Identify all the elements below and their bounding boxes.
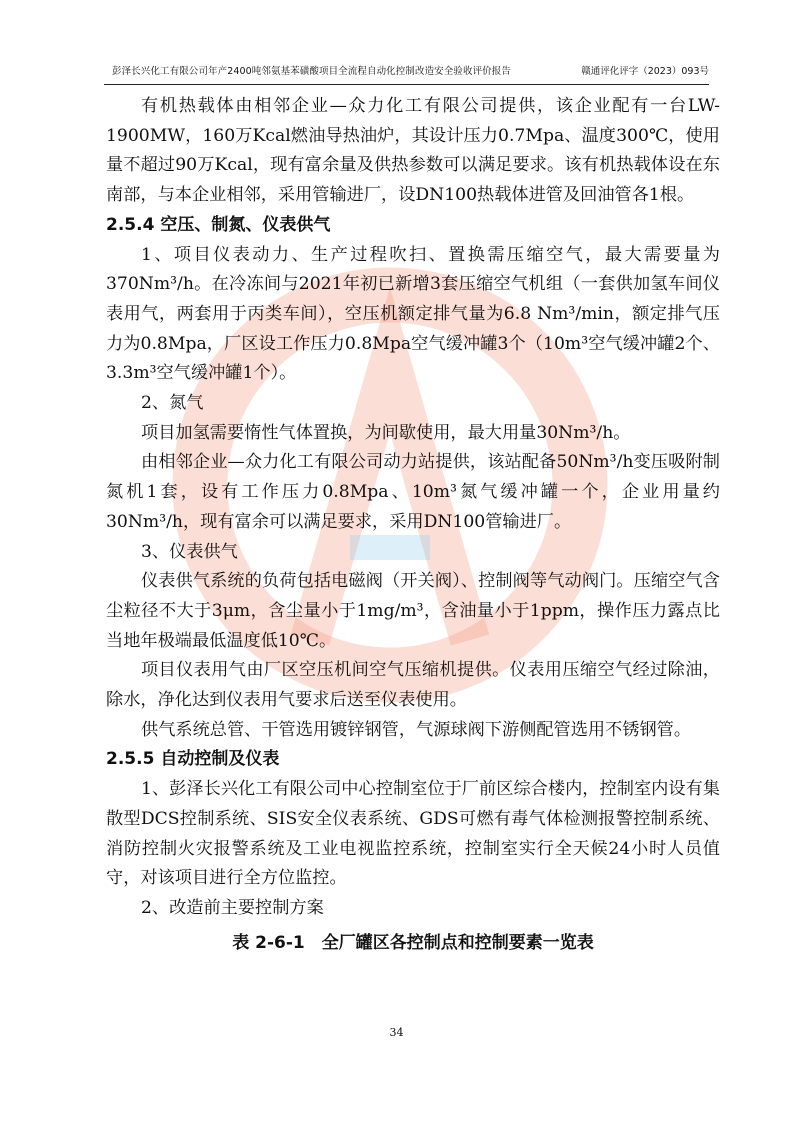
header-report-title: 彭泽长兴化工有限公司年产2400吨邻氨基苯磺酸项目全流程自动化控制改造安全验收评价报告	[112, 66, 511, 77]
section-heading-2-5-4: 2.5.4 空压、制氮、仪表供气	[106, 214, 331, 235]
paragraph-thermal-carrier: 有机热载体由相邻企业—众力化工有限公司提供，该企业配有一台LW-1900MW，160万Kcal燃油导热油炉，其设计压力0.7Mpa、温度300℃，使用量不超过90万Kcal，现有富余量及供热参数可以满足要求。该有机热载体设在东南部，与本企业相邻，采用管输进厂，设DN100热载体进管及回油管各1根。	[106, 96, 720, 206]
paragraph-instrument-air-load: 仪表供气系统的负荷包括电磁阀（开关阀）、控制阀等气动阀门。压缩空气含尘粒径不大于3μm，含尘量小于1mg/m³，含油量小于1ppm，操作压力露点比当地年极端最低温度低10℃。	[106, 571, 720, 651]
paragraph-nitrogen-supply: 由相邻企业—众力化工有限公司动力站提供，该站配备50Nm³/h变压吸附制氮机1套，设有工作压力0.8Mpa、10m³氮气缓冲罐一个，企业用量约30Nm³/h，现有富余可以满足要求，采用DN100管输进厂。	[106, 452, 720, 532]
paragraph-instrument-air-source: 项目仪表用气由厂区空压机间空气压缩机提供。仪表用压缩空气经过除油，除水，净化达到仪表用气要求后送至仪表使用。	[106, 660, 720, 711]
paragraph-instrument-air-heading: 3、仪表供气	[141, 541, 238, 562]
paragraph-nitrogen-heading: 2、氮气	[141, 393, 204, 414]
page-body	[106, 92, 720, 958]
page-number: 34	[389, 1026, 404, 1039]
paragraph-air-piping: 供气系统总管、干管选用镀锌钢管，气源球阀下游侧配管选用不锈钢管。	[141, 719, 692, 740]
paragraph-control-room: 1、彭泽长兴化工有限公司中心控制室位于厂前区综合楼内，控制室内设有集散型DCS控制系统、SIS安全仪表系统、GDS可燃有毒气体检测报警控制系统、消防控制火灾报警系统及工业电视监控系统，控制室实行全天候24小时人员值守，对该项目进行全方位监控。	[106, 779, 720, 889]
section-heading-2-5-5: 2.5.5 自动控制及仪表	[106, 749, 280, 770]
table-caption: 表 2-6-1 全厂罐区各控制点和控制要素一览表	[232, 932, 594, 953]
page-header	[104, 62, 709, 85]
paragraph-nitrogen-usage: 项目加氢需要惰性气体置换，为间歇使用，最大用量30Nm³/h。	[141, 422, 631, 443]
header-report-number: 赣通评化评字（2023）093号	[581, 66, 709, 77]
paragraph-compressed-air: 1、项目仪表动力、生产过程吹扫、置换需压缩空气，最大需要量为370Nm³/h。在冷冻间与2021年初已新增3套压缩空气机组（一套供加氢车间仪表用气，两套用于丙类车间），空压机额定排气量为6.8 Nm³/min，额定排气压力为0.8Mpa，厂区设工作压力0.8Mpa空气缓冲罐3个（10m³空气缓冲罐2个、3.3m³空气缓冲罐1个）。	[106, 244, 720, 384]
paragraph-control-scheme: 2、改造前主要控制方案	[141, 897, 324, 918]
